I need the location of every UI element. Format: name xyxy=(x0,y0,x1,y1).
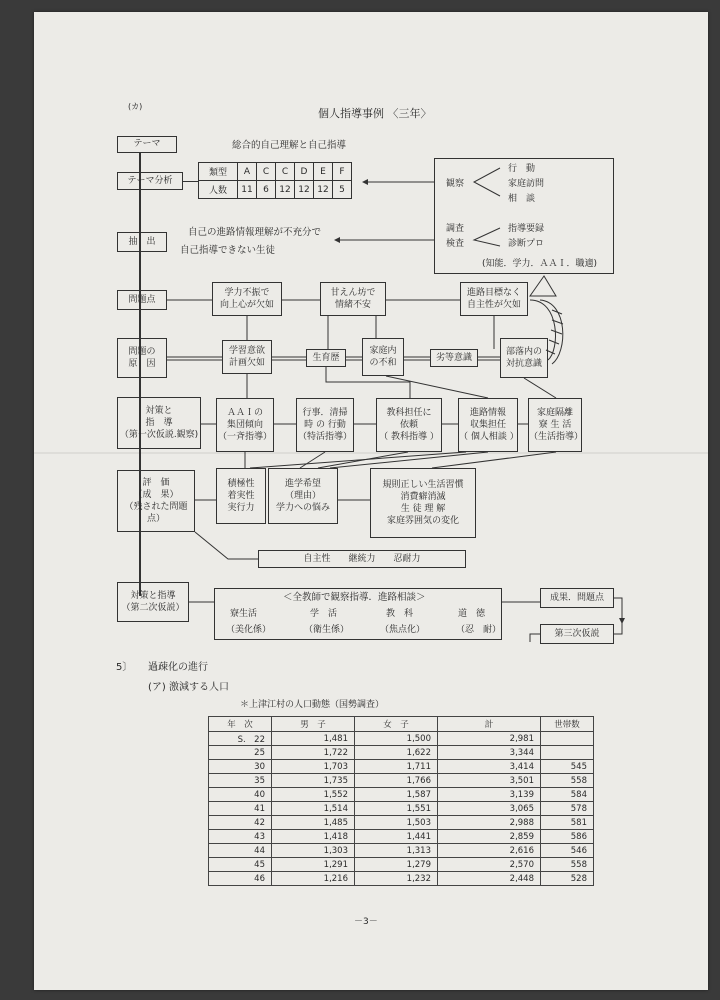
flow-step-theme-analysis: テーマ分析 xyxy=(117,172,183,190)
second-plan-sub: （忍 耐） xyxy=(456,625,502,635)
type-cell: 12 xyxy=(314,181,333,199)
table-cell: 578 xyxy=(541,802,594,816)
type-cell: E xyxy=(314,163,333,181)
cause-box: 劣等意識 xyxy=(430,349,478,367)
table-row xyxy=(209,844,594,858)
observe-label: 観察 xyxy=(446,179,465,189)
table-cell: 1,313 xyxy=(355,844,438,858)
table-row xyxy=(209,774,594,788)
flow-step-second-hypothesis: 対策と指導 （第二次仮説） xyxy=(117,582,189,622)
table-cell: 2,981 xyxy=(438,732,541,746)
flow-step-theme: テーマ xyxy=(117,136,177,153)
second-plan-header: ＜全教師で観察指導．進路相談＞ xyxy=(283,592,426,603)
survey-item: 指導要録 xyxy=(508,224,545,234)
table-cell: 35 xyxy=(209,774,272,788)
subsection-title: (ア) 激減する人口 xyxy=(148,682,229,693)
table-cell: 546 xyxy=(541,844,594,858)
table-cell: 3,501 xyxy=(438,774,541,788)
table-cell: 1,735 xyxy=(272,774,355,788)
type-cell: 11 xyxy=(238,181,257,199)
table-row xyxy=(209,732,594,746)
table-cell: 545 xyxy=(541,760,594,774)
problem-box: 進路目標なく 自主性が欠如 xyxy=(460,282,528,316)
table-cell: 584 xyxy=(541,788,594,802)
table-cell: 1,303 xyxy=(272,844,355,858)
type-cell: C xyxy=(257,163,276,181)
type-cell: 12 xyxy=(295,181,314,199)
table-cell: 30 xyxy=(209,760,272,774)
table-cell xyxy=(541,732,594,746)
table-cell: 45 xyxy=(209,858,272,872)
cause-box: 家庭内 の不和 xyxy=(362,338,404,376)
type-cell: C xyxy=(276,163,295,181)
page-number: －3－ xyxy=(354,917,378,927)
measure-box: ＡＡＩの 集団傾向 （一斉指導） xyxy=(216,398,274,452)
result-box: 進学希望 （理由） 学力への悩み xyxy=(268,468,338,524)
type-cell: F xyxy=(333,163,352,181)
table-cell: 586 xyxy=(541,830,594,844)
table-cell: 558 xyxy=(541,858,594,872)
population-table xyxy=(208,716,594,886)
table-cell: 1,418 xyxy=(272,830,355,844)
table-cell: 558 xyxy=(541,774,594,788)
remaining-problems: 自主性 継統力 忍耐力 xyxy=(258,550,466,568)
measure-box: 行事．清掃 時 の 行動 （特活指導） xyxy=(296,398,354,452)
second-plan-item: 教 科 xyxy=(386,609,414,619)
observe-item: 家庭訪問 xyxy=(508,179,545,189)
page-title: 個人指導事例 〈三年〉 xyxy=(318,107,432,120)
table-cell: 40 xyxy=(209,788,272,802)
table-row xyxy=(209,746,594,760)
table-cell: 2,616 xyxy=(438,844,541,858)
flow-step-extract: 抽 出 xyxy=(117,232,167,252)
section-number: 5〕 xyxy=(116,662,133,673)
table-cell: 3,065 xyxy=(438,802,541,816)
column-header: 女 子 xyxy=(355,717,438,732)
table-cell: 1,503 xyxy=(355,816,438,830)
survey-item: 診断プロ xyxy=(508,239,545,249)
table-cell: 2,570 xyxy=(438,858,541,872)
table-cell: 1,711 xyxy=(355,760,438,774)
table-cell: 44 xyxy=(209,844,272,858)
table-row xyxy=(209,872,594,886)
table-cell: 1,500 xyxy=(355,732,438,746)
flow-step-problems: 問題点 xyxy=(117,290,167,310)
table-row xyxy=(209,760,594,774)
table-cell: 2,859 xyxy=(438,830,541,844)
type-cell: D xyxy=(295,163,314,181)
second-plan-item: 学 活 xyxy=(310,609,338,619)
section-label: (カ) xyxy=(128,102,143,111)
table-cell: 46 xyxy=(209,872,272,886)
table-cell: 1,485 xyxy=(272,816,355,830)
table-cell: 1,552 xyxy=(272,788,355,802)
table-cell: 1,703 xyxy=(272,760,355,774)
table-cell: 581 xyxy=(541,816,594,830)
table-row xyxy=(209,802,594,816)
second-plan-sub: （美化係） xyxy=(226,625,272,635)
table-header-row xyxy=(209,717,594,732)
result-box: 積極性 着実性 実行力 xyxy=(216,468,266,524)
table-cell: 1,514 xyxy=(272,802,355,816)
column-header: 男 子 xyxy=(272,717,355,732)
measure-box: 進路情報 収集担任 （ 個人相談 ） xyxy=(458,398,518,452)
result-box: 規則正しい生活習慣 消費癖消滅 生 徒 理 解 家庭雰囲気の変化 xyxy=(370,468,476,538)
type-cell: A xyxy=(238,163,257,181)
theme-text: 総合的自己理解と自己指導 xyxy=(232,140,347,151)
column-header: 年 次 xyxy=(209,717,272,732)
table-row xyxy=(209,816,594,830)
table-cell: 2,448 xyxy=(438,872,541,886)
table-caption: ＊上津江村の人口動態（国勢調査） xyxy=(240,700,385,710)
second-plan-sub: （衛生係） xyxy=(304,625,350,635)
second-plan-item: 寮生活 xyxy=(230,609,258,619)
type-cell: 類型 xyxy=(199,163,238,181)
table-cell: 2,988 xyxy=(438,816,541,830)
flow-step-causes: 問題の 原 因 xyxy=(117,338,167,378)
section-title: 過疎化の進行 xyxy=(148,662,208,673)
flow-step-first-hypothesis: 対策と 指 導 （第一次仮説.観察) xyxy=(117,397,201,449)
column-header: 計 xyxy=(438,717,541,732)
survey-note: (知能．学力．ＡＡＩ．職適) xyxy=(482,259,598,269)
table-cell: 3,139 xyxy=(438,788,541,802)
second-plan-item: 道 徳 xyxy=(458,609,486,619)
table-row xyxy=(209,858,594,872)
cause-box: 学習意欲 計画欠如 xyxy=(222,340,272,374)
survey-label: 検査 xyxy=(446,239,465,249)
table-cell: 1,622 xyxy=(355,746,438,760)
measure-box: 教科担任に 依頼 （ 教科指導 ） xyxy=(376,398,442,452)
third-step-results: 成果．問題点 xyxy=(540,588,614,608)
table-cell: 1,279 xyxy=(355,858,438,872)
table-cell: 42 xyxy=(209,816,272,830)
third-step-hypothesis: 第三次仮説 xyxy=(540,624,614,644)
table-cell: 1,441 xyxy=(355,830,438,844)
type-cell: 5 xyxy=(333,181,352,199)
table-cell xyxy=(541,746,594,760)
type-cell: 12 xyxy=(276,181,295,199)
table-cell: 43 xyxy=(209,830,272,844)
table-cell: 1,766 xyxy=(355,774,438,788)
problem-box: 学力不振で 向上心が欠如 xyxy=(212,282,282,316)
table-cell: 528 xyxy=(541,872,594,886)
second-plan-sub: （焦点化） xyxy=(380,625,426,635)
table-cell: 1,551 xyxy=(355,802,438,816)
column-header: 世帯数 xyxy=(541,717,594,732)
type-cell: 人数 xyxy=(199,181,238,199)
table-row xyxy=(209,788,594,802)
table-cell: 25 xyxy=(209,746,272,760)
extract-text-1: 自己の進路情報理解が不充分で xyxy=(188,227,322,238)
table-cell: 1,216 xyxy=(272,872,355,886)
type-cell: 6 xyxy=(257,181,276,199)
cause-box: 生育歴 xyxy=(306,349,346,367)
table-cell: 41 xyxy=(209,802,272,816)
table-cell: 1,587 xyxy=(355,788,438,802)
extract-text-2: 自己指導できない生徒 xyxy=(180,245,276,256)
flow-step-evaluation: 評 価 （成 果） （残された問題点） xyxy=(117,470,195,532)
table-cell: 3,344 xyxy=(438,746,541,760)
survey-label: 調査 xyxy=(446,224,465,234)
table-cell: 3,414 xyxy=(438,760,541,774)
table-cell: 1,291 xyxy=(272,858,355,872)
table-cell: 1,722 xyxy=(272,746,355,760)
cause-box: 部落内の 対抗意識 xyxy=(500,338,548,378)
table-row xyxy=(209,830,594,844)
observe-item: 相 談 xyxy=(508,194,536,204)
measure-box: 家庭隔離 寮 生 活 （生活指導） xyxy=(528,398,582,452)
observe-item: 行 動 xyxy=(508,164,536,174)
problem-box: 甘えん坊で 情緒不安 xyxy=(320,282,386,316)
table-cell: 1,481 xyxy=(272,732,355,746)
table-cell: 1,232 xyxy=(355,872,438,886)
table-cell: S. 22 xyxy=(209,732,272,746)
